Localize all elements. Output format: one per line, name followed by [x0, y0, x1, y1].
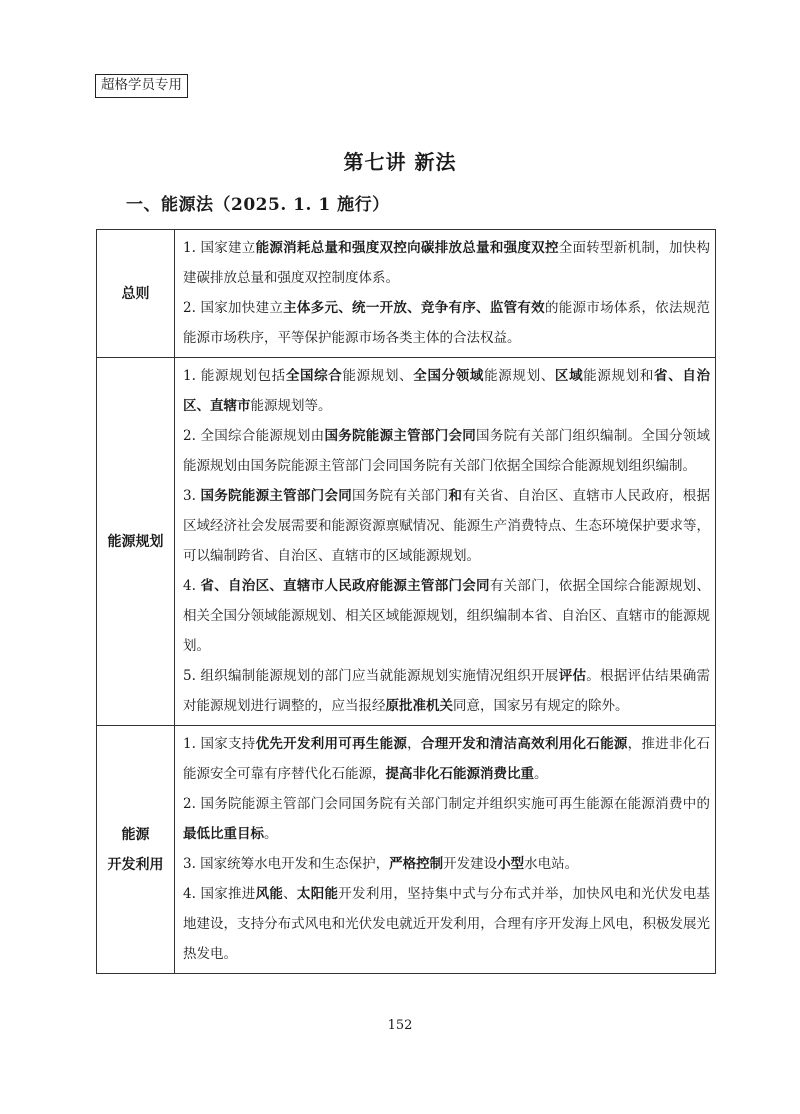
provision-text: 2. 国务院能源主管部门会同国务院有关部门制定并组织实施可再生能源在能源消费中的 [183, 796, 710, 812]
provision-text: 能源规划、 [342, 368, 414, 384]
category-label: 开发利用 [107, 856, 164, 873]
provision-text: 3. 国家统筹水电开发和生态保护， [183, 856, 390, 872]
page-number: 152 [387, 1018, 413, 1033]
emphasis-text: 提高非化石能源消费比重 [385, 766, 534, 782]
law-summary-table [96, 229, 716, 974]
provision-item [183, 361, 710, 421]
provision-text: 1. 能源规划包括 [183, 368, 286, 384]
provision-text: 。 [534, 766, 548, 782]
provision-text: 全面转型新机制，加快构建碳排放总量和强度双控制度体系。 [183, 240, 711, 286]
provision-item [183, 879, 710, 969]
provision-text: 。 [264, 826, 278, 842]
provision-text: 3. [183, 488, 201, 504]
emphasis-text: 优先开发利用可再生能源 [255, 736, 408, 752]
provision-text: 4. [183, 578, 201, 594]
provision-text: 2. 全国综合能源规划由 [183, 428, 325, 444]
emphasis-text: 严格控制 [389, 856, 444, 872]
category-cell [97, 230, 175, 358]
provision-text: 5. 组织编制能源规划的部门应当就能源规划实施情况组织开展 [183, 668, 559, 684]
provision-text: 有关省、自治区、直辖市人民政府，根据区域经济社会发展需要和能源资源禀赋情况、能源生产消费特点、生态环境保护要求等，可以编制跨省、自治区、直辖市的区域能源规划。 [183, 488, 711, 564]
emphasis-text: 评估 [558, 668, 587, 684]
provision-text: 开发利用，坚持集中式与分布式并举，加快风电和光伏发电基地建设，支持分布式风电和光伏发电就近开发利用，合理有序开发海上风电，积极发展光热发电。 [183, 886, 711, 962]
table-row [97, 726, 716, 974]
provision-text: 4. 国家推进 [183, 886, 256, 902]
emphasis-text: 省、自治区、直辖市人民政府能源主管部门会同 [200, 578, 490, 594]
provision-text: 1. 国家建立 [183, 240, 256, 256]
provision-text: 国务院有关部门 [352, 488, 449, 504]
provision-item [183, 661, 710, 721]
provision-text: 2. 国家加快建立 [183, 300, 284, 316]
provision-text: 国务院有关部门组织编制。全国分领域能源规划由国务院能源主管部门会同国务院有关部门依据全国综合能源规划组织编制。 [183, 428, 711, 474]
provision-text: ，推进非化石能源安全可靠有序替代化石能源， [183, 736, 711, 782]
category-cell [97, 726, 175, 974]
emphasis-text: 合理开发和清洁高效利用化石能源 [420, 736, 628, 752]
provision-text: 、 [283, 886, 297, 902]
category-label: 能源 [121, 826, 150, 843]
category-label: 总则 [121, 285, 150, 302]
lecture-title: 第七讲 新法 [343, 150, 457, 174]
emphasis-text: 最低比重目标 [183, 826, 264, 842]
emphasis-text: 风能 [255, 886, 284, 902]
emphasis-text: 全国分领域 [413, 368, 485, 384]
emphasis-text: 主体多元、统一开放、竞争有序、监管有效 [283, 300, 545, 316]
category-cell [97, 358, 175, 726]
provision-text: 的能源市场体系，依法规范能源市场秩序，平等保护能源市场各类主体的合法权益。 [183, 300, 711, 346]
emphasis-text: 省、自治区、直辖市 [183, 368, 711, 414]
provision-text: 。根据评估结果确需对能源规划进行调整的，应当报经 [183, 668, 711, 714]
emphasis-text: 能源消耗总量和强度双控向碳排放总量和强度双控 [255, 240, 559, 256]
provision-text: ， [407, 736, 421, 752]
emphasis-text: 全国综合 [285, 368, 343, 384]
provision-item [183, 293, 710, 353]
provision-text: 能源规划、 [484, 368, 555, 384]
provision-text: 水电站。 [524, 856, 579, 872]
provision-item [183, 789, 710, 849]
content-cell [175, 358, 716, 726]
provision-text: 能源规划和 [583, 368, 655, 384]
table-row [97, 230, 716, 358]
content-cell [175, 230, 716, 358]
provision-text: 1. 国家支持 [183, 736, 256, 752]
emphasis-text: 区域 [554, 368, 584, 384]
provision-text: 开发建设 [443, 856, 498, 872]
emphasis-text: 国务院能源主管部门会同 [324, 428, 477, 444]
emphasis-text: 太阳能 [296, 886, 339, 902]
provision-item [183, 849, 710, 879]
table-row [97, 358, 716, 726]
provision-text: 能源规划等。 [250, 398, 332, 414]
provision-item [183, 233, 710, 293]
emphasis-text: 国务院能源主管部门会同 [200, 488, 353, 504]
emphasis-text: 小型 [497, 856, 525, 872]
emphasis-text: 和 [448, 488, 463, 504]
provision-item [183, 571, 710, 661]
provision-text: 同意，国家另有规定的除外。 [453, 698, 629, 714]
category-label: 能源规划 [107, 533, 164, 550]
provision-text: 有关部门，依据全国综合能源规划、相关全国分领域能源规划、相关区域能源规划，组织编制本省、自治区、直辖市的能源规划。 [183, 578, 711, 654]
exclusive-tag: 超格学员专用 [95, 74, 188, 98]
provision-item [183, 729, 710, 789]
provision-item [183, 481, 710, 571]
section-heading: 一、能源法（2025. 1. 1 施行） [126, 195, 390, 215]
provision-item [183, 421, 710, 481]
content-cell [175, 726, 716, 974]
emphasis-text: 原批准机关 [385, 698, 453, 714]
